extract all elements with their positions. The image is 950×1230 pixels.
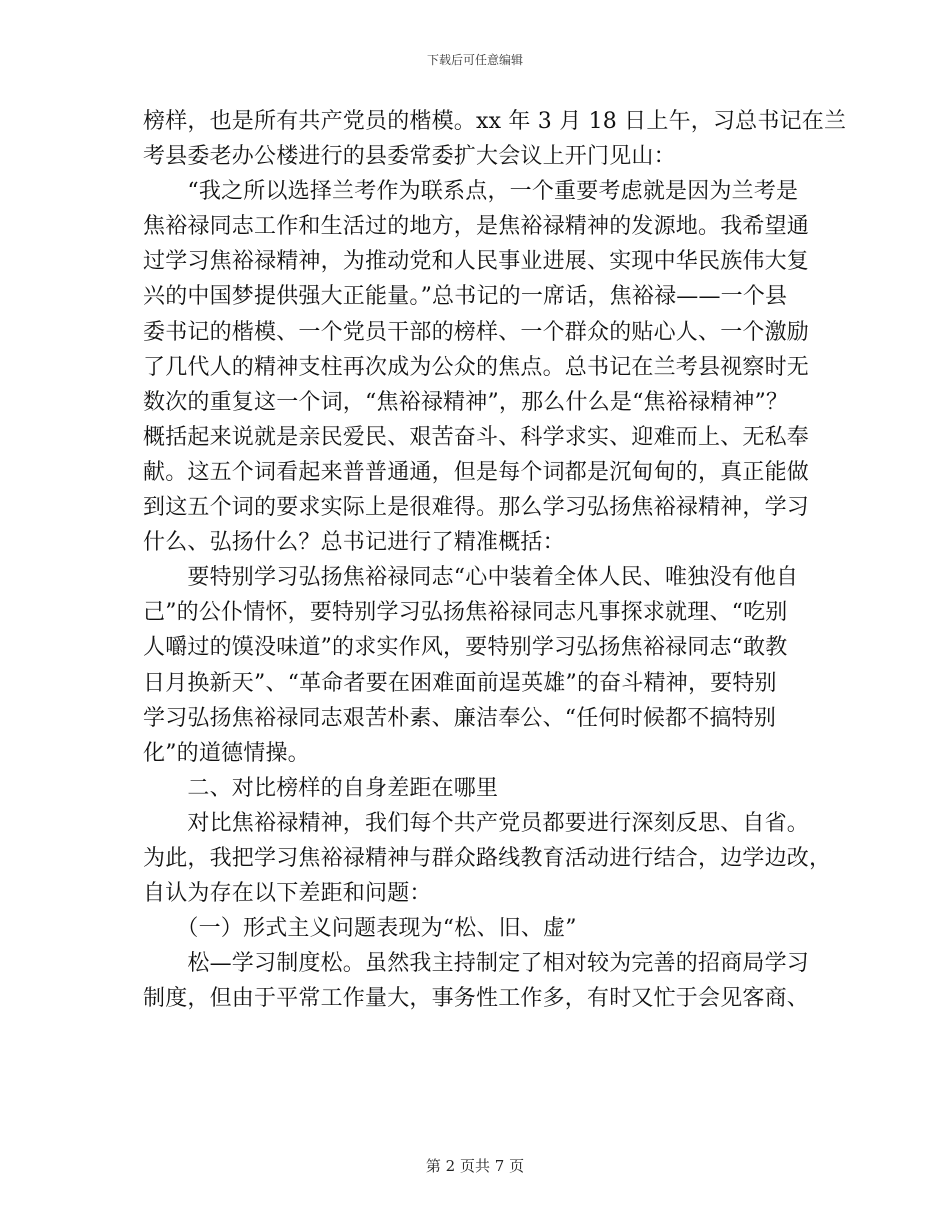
subsection-heading: （一）形式主义问题表现为“松、旧、虚”	[143, 916, 577, 942]
body-line: 松—学习制度松。虽然我主持制定了相对较为完善的招商局学习	[143, 951, 810, 977]
body-line: 为此，我把学习焦裕禄精神与群众路线教育活动进行结合，边学边改，	[143, 845, 832, 871]
body-line: 到这五个词的要求实际上是很难得。那么学习弘扬焦裕禄精神，学习	[143, 495, 810, 521]
body-line: 委书记的楷模、一个党员干部的榜样、一个群众的贴心人、一个激励	[143, 319, 810, 345]
body-line: “我之所以选择兰考作为联系点，一个重要考虑就是因为兰考是	[143, 179, 799, 205]
page-number-footer: 第 2 页共 7 页	[425, 1157, 525, 1175]
body-line: 化”的道德情操。	[143, 740, 310, 766]
body-line: 什么、弘扬什么？总书记进行了精准概括：	[143, 530, 565, 556]
body-line: 要特别学习弘扬焦裕禄同志“心中装着全体人民、唯独没有他自	[143, 565, 799, 591]
body-line: 焦裕禄同志工作和生活过的地方，是焦裕禄精神的发源地。我希望通	[143, 214, 810, 240]
body-line: 了几代人的精神支柱再次成为公众的焦点。总书记在兰考县视察时无	[143, 354, 810, 380]
body-line: 过学习焦裕禄精神，为推动党和人民事业进展、实现中华民族伟大复	[143, 249, 810, 275]
body-line: 制度，但由于平常工作量大，事务性工作多，有时又忙于会见客商、	[143, 986, 810, 1012]
body-line: 榜样，也是所有共产党员的楷模。xx 年 3 月 18 日上午，习总书记在兰	[143, 109, 847, 134]
body-line: 考县委老办公楼进行的县委常委扩大会议上开门见山：	[143, 144, 676, 170]
body-line: 兴的中国梦提供强大正能量。”总书记的一席话，焦裕禄——一个县	[143, 284, 788, 310]
section-heading: 二、对比榜样的自身差距在哪里	[143, 775, 499, 801]
body-line: 己”的公仆情怀，要特别学习弘扬焦裕禄同志凡事探求就理、“吃别	[143, 600, 788, 626]
body-line: 献。这五个词看起来普普通通，但是每个词都是沉甸甸的，真正能做	[143, 459, 810, 485]
body-line: 概括起来说就是亲民爱民、艰苦奋斗、科学求实、迎难而上、无私奉	[143, 424, 810, 450]
document-body	[143, 104, 847, 1016]
body-line: 自认为存在以下差距和问题：	[143, 881, 432, 907]
page-header-note: 下载后可任意编辑	[426, 53, 523, 67]
body-line: 对比焦裕禄精神，我们每个共产党员都要进行深刻反思、自省。	[143, 810, 810, 836]
body-line: 学习弘扬焦裕禄同志艰苦朴素、廉洁奉公、“任何时候都不搞特别	[143, 705, 777, 731]
body-line: 人嚼过的馍没味道”的求实作风，要特别学习弘扬焦裕禄同志“敢教	[143, 635, 788, 661]
body-line: 数次的重复这一个词，“焦裕禄精神”，那么什么是“焦裕禄精神”？	[143, 389, 789, 415]
body-line: 日月换新天”、“革命者要在困难面前逞英雄”的奋斗精神，要特别	[143, 670, 777, 696]
